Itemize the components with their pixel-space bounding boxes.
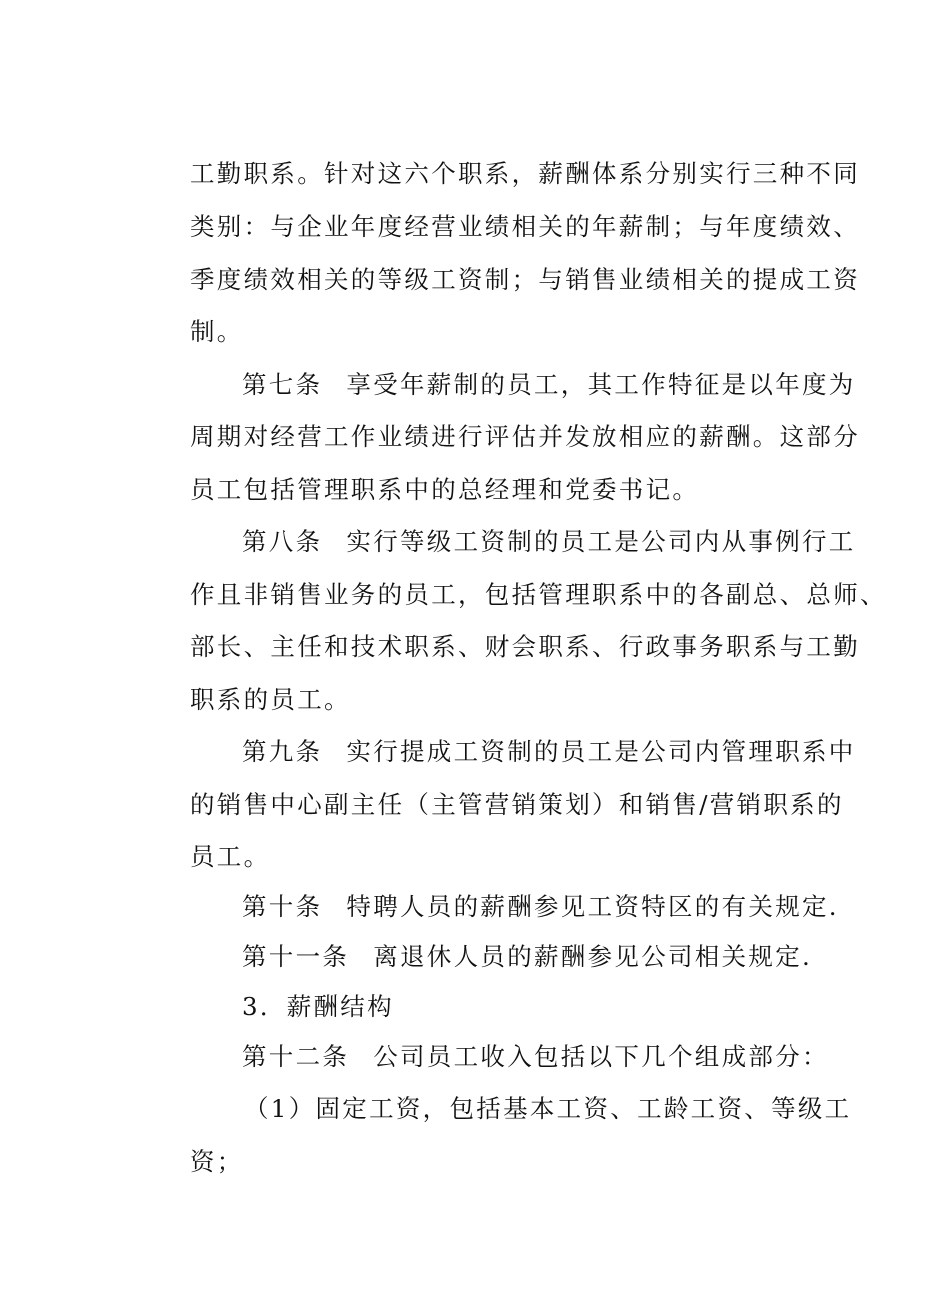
article-11-line xyxy=(242,941,912,973)
article-text: 离退休人员的薪酬参见公司相关规定. xyxy=(373,942,813,971)
article-text: 实行等级工资制的员工是公司内从事例行工 xyxy=(346,527,856,556)
article-10-line xyxy=(242,891,912,923)
paragraph-line: 职系的员工。 xyxy=(190,685,351,714)
article-text: 实行提成工资制的员工是公司内管理职系中 xyxy=(346,737,856,766)
list-item: （1）固定工资，包括基本工资、工龄工资、等级工 xyxy=(244,1094,852,1123)
paragraph-line: 资； xyxy=(190,1147,244,1176)
article-8-line xyxy=(242,526,912,558)
article-number: 第八条 xyxy=(242,527,323,556)
article-number: 第九条 xyxy=(242,737,323,766)
article-text: 特聘人员的薪酬参见工资特区的有关规定. xyxy=(346,892,839,921)
paragraph-line: 工勤职系。针对这六个职系，薪酬体系分别实行三种不同 xyxy=(190,159,860,188)
article-text: 享受年薪制的员工，其工作特征是以年度为 xyxy=(346,370,856,399)
article-number: 第十条 xyxy=(242,892,323,921)
section-heading: 3．薪酬结构 xyxy=(242,992,394,1021)
paragraph-line: 制。 xyxy=(190,317,244,346)
article-number: 第七条 xyxy=(242,370,323,399)
paragraph-line: 周期对经营工作业绩进行评估并发放相应的薪酬。这部分 xyxy=(190,422,860,451)
paragraph-line: 部长、主任和技术职系、财会职系、行政事务职系与工勤 xyxy=(190,632,860,661)
paragraph-line: 员工。 xyxy=(190,842,271,871)
article-7-line xyxy=(242,369,912,401)
paragraph-line: 员工包括管理职系中的总经理和党委书记。 xyxy=(190,475,700,504)
paragraph-line: 的销售中心副主任（主管营销策划）和销售/营销职系的 xyxy=(190,790,844,819)
paragraph-line: 季度绩效相关的等级工资制；与销售业绩相关的提成工资 xyxy=(190,265,860,294)
article-12-line xyxy=(242,1041,912,1073)
article-number: 第十二条 xyxy=(242,1042,350,1071)
article-number: 第十一条 xyxy=(242,942,350,971)
paragraph-line: 作且非销售业务的员工，包括管理职系中的各副总、总师、 xyxy=(190,580,887,609)
article-text: 公司员工收入包括以下几个组成部分： xyxy=(373,1042,829,1071)
article-9-line xyxy=(242,736,912,768)
paragraph-line: 类别：与企业年度经营业绩相关的年薪制；与年度绩效、 xyxy=(190,212,860,241)
